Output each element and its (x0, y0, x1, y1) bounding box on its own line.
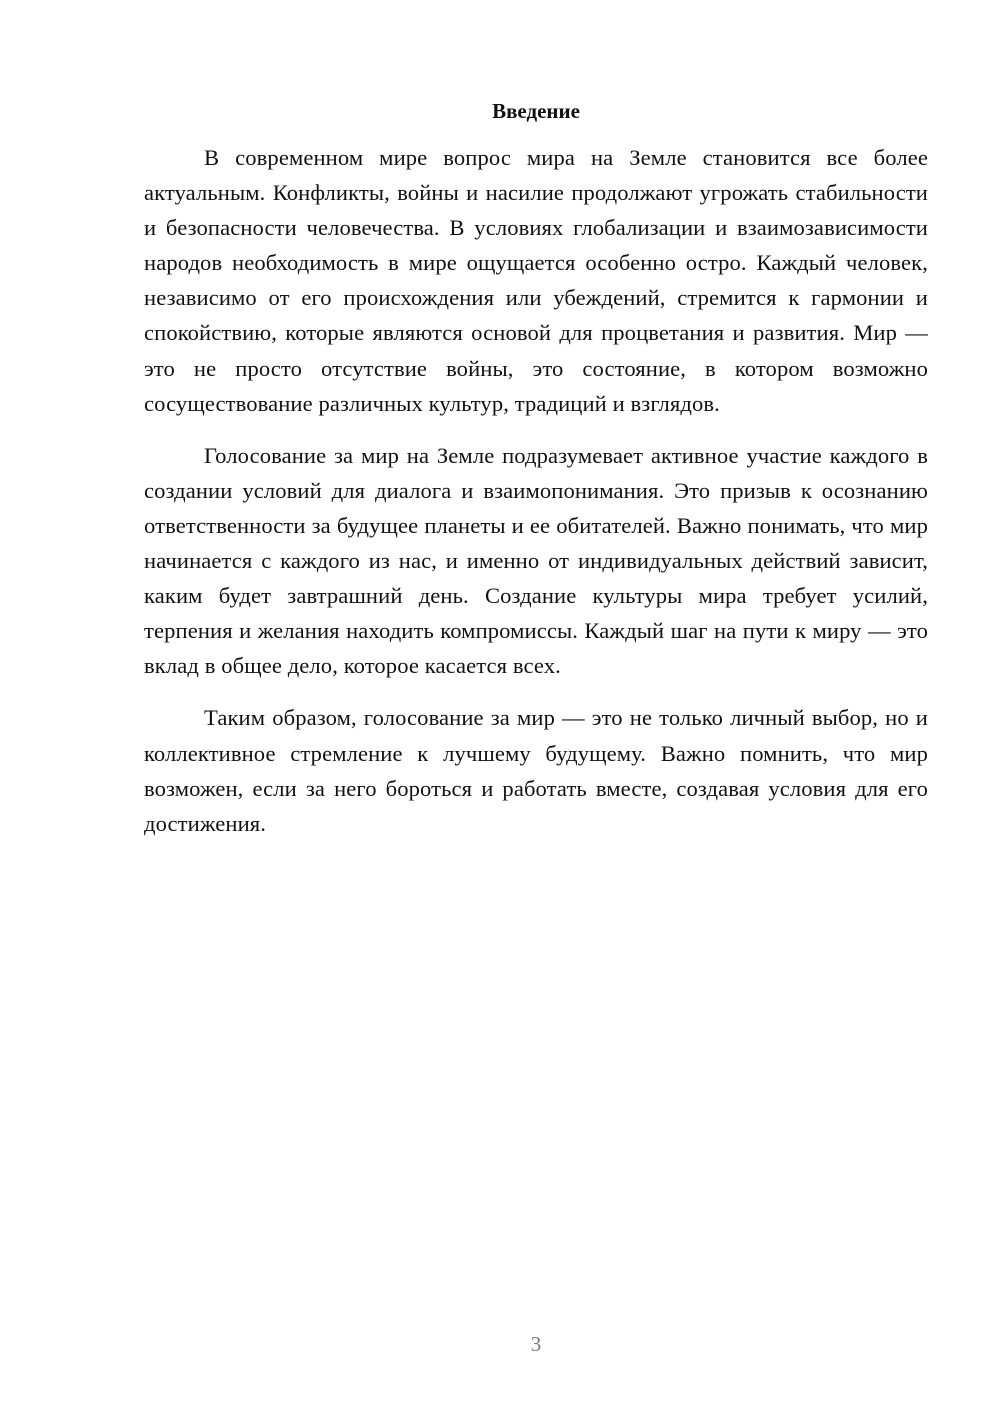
paragraph-2: Голосование за мир на Земле подразумевает активное участие каждого в создании условий для диалога и взаимопонимания. Это призыв к осознанию ответственности за будущее планеты и ее обитателей. Важно понимать, что мир начинается с каждого из нас, и именно от индивидуальных действий зависит, каким будет завтрашний день. Создание культуры мира требует усилий, терпения и желания находить компромиссы. Каждый шаг на пути к миру — это вклад в общее дело, которое касается всех. (144, 442, 928, 679)
paragraph-3: Таким образом, голосование за мир — это не только личный выбор, но и коллективное стремление к лучшему будущему. Важно помнить, что мир возможен, если за него бороться и работать вместе, создавая условия для его достижения. (144, 705, 928, 836)
page-number: 3 (530, 1332, 542, 1356)
document-body (144, 96, 928, 858)
section-title: Введение (492, 99, 580, 123)
paragraph-1: В современном мире вопрос мира на Земле становится все более актуальным. Конфликты, войны и насилие продолжают угрожать стабильности и безопасности человечества. В условиях глобализации и взаимозависимости народов необходимость в мире ощущается особенно остро. Каждый человек, независимо от его происхождения или убеждений, стремится к гармонии и спокойствию, которые являются основой для процветания и развития. Мир — это не просто отсутствие войны, это состояние, в котором возможно сосуществование различных культур, традиций и взглядов. (144, 145, 928, 416)
